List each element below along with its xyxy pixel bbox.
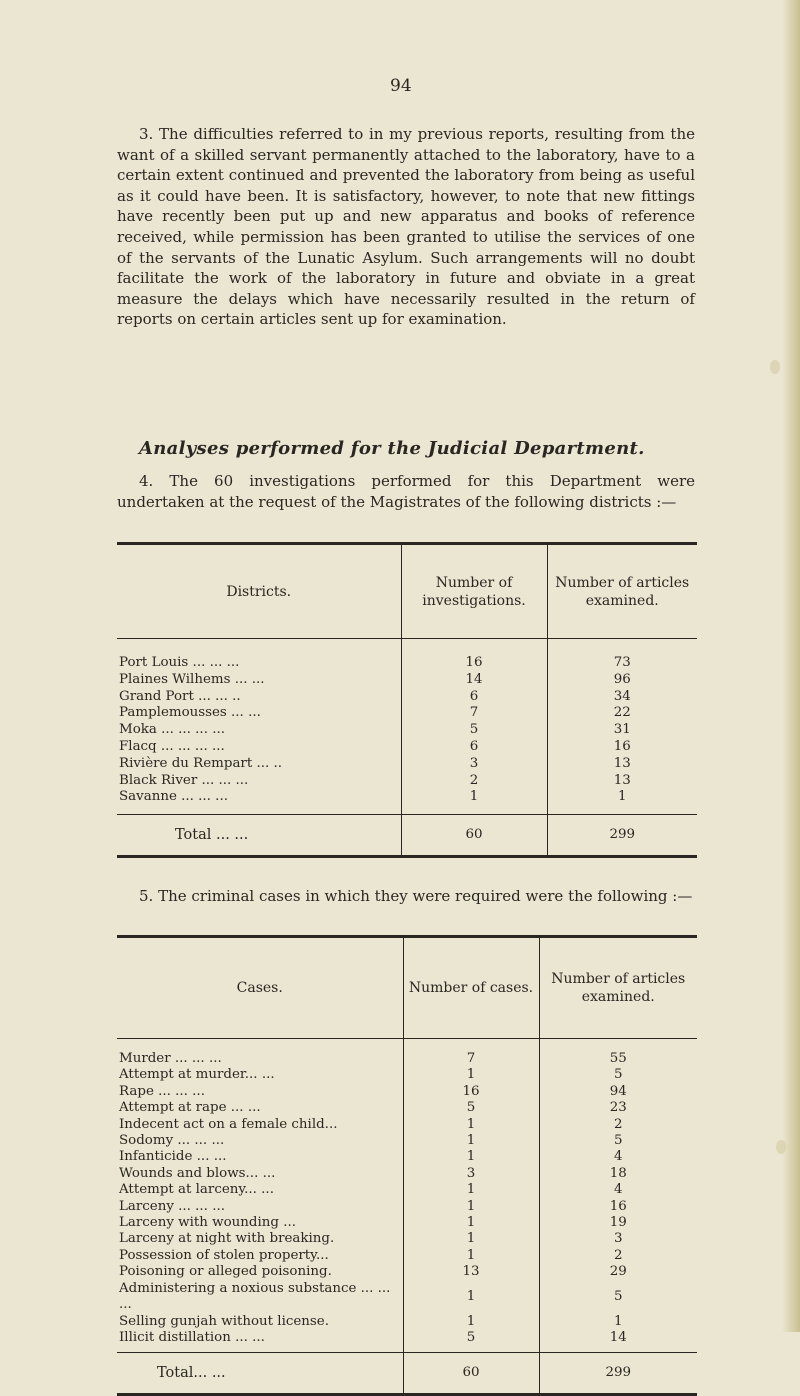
case-row [117,1067,697,1083]
header-articles: Number of articles examined. [547,544,697,639]
case-row [117,1084,697,1100]
cases-count: 5 [403,1100,539,1116]
articles-count: 5 [613,1133,623,1149]
case-row-label: Larceny with wounding ... [119,1215,297,1231]
cases-count: 1 [403,1067,539,1083]
investigations-count: 5 [401,722,547,739]
district-row [117,639,697,672]
articles-count: 55 [609,1051,627,1066]
articles-count: 14 [609,1329,627,1345]
district-row [117,773,697,790]
articles-count: 2 [613,1116,623,1132]
articles-count: 1 [617,789,627,805]
cases-table [117,935,697,1396]
section-heading: Analyses performed for the Judicial Department. [139,438,645,459]
cases-count: 3 [403,1166,539,1182]
district-row-label: Moka ... ... ... ... [119,722,225,738]
case-row-label: Indecent act on a female child... [119,1116,338,1132]
case-row [117,1117,697,1133]
total-investigations: 60 [401,815,547,857]
cases-count: 16 [403,1084,539,1100]
district-row [117,722,697,739]
case-row-label: Rape ... ... ... [119,1083,205,1099]
total-row [117,1353,697,1395]
cases-count: 1 [403,1215,539,1231]
district-row [117,756,697,773]
district-row-label: Black River ... ... ... [119,772,249,788]
district-row [117,689,697,706]
case-row-label: Wounds and blows... ... [119,1165,276,1181]
case-row-label: Sodomy ... ... ... [119,1133,225,1149]
articles-count: 29 [609,1264,627,1280]
articles-count: 16 [613,738,631,754]
paragraph-4: 4. The 60 investigations performed for this Department were undertaken at the request of the Magistrates of the following districts :— [117,472,695,511]
articles-count: 96 [613,671,631,687]
investigations-count: 6 [401,739,547,756]
case-row [117,1231,697,1247]
paragraph-3: 3. The difficulties referred to in my previous reports, resulting from the want of a skilled servant permanently attached to the laboratory, have to a certain extent continued and prevented the laboratory from being as useful as it could have been. It is satisfactory, however, to note that new fittings have recently been put up and new apparatus and books of reference received, while permission has been granted to utilise the services of one of the servants of the Lunatic Asylum. Such arrangements will no doubt facilitate the work of the laboratory in future and obviate in a great measure the delays which have necessarily resulted in the return of reports on certain articles sent up for examination. [117,125,695,329]
total-articles: 299 [539,1353,697,1395]
case-row [117,1149,697,1165]
districts-table-body [117,639,697,815]
case-row-label: Possession of stolen property... [119,1247,329,1263]
case-row [117,1264,697,1280]
articles-count: 34 [613,688,631,704]
district-row-label: Grand Port ... ... .. [119,688,241,704]
articles-count: 2 [613,1247,623,1263]
paper-stain [776,1140,786,1154]
case-row [117,1330,697,1353]
articles-count: 19 [609,1215,627,1231]
investigations-count: 2 [401,773,547,790]
cases-count: 1 [403,1281,539,1314]
cases-count: 7 [403,1039,539,1068]
articles-count: 23 [609,1100,627,1116]
districts-table [117,542,697,858]
articles-count: 13 [613,772,631,788]
case-row [117,1166,697,1182]
articles-count: 31 [613,722,631,738]
cases-count: 1 [403,1199,539,1215]
cases-count: 13 [403,1264,539,1280]
articles-count: 5 [613,1067,623,1083]
total-cases: 60 [403,1353,539,1395]
cases-count: 1 [403,1149,539,1165]
table-header-row [117,544,697,639]
district-row-label: Plaines Wilhems ... ... [119,671,265,687]
header-districts: Districts. [117,544,401,639]
case-row-label: Larceny at night with breaking. [119,1231,335,1247]
district-row [117,789,697,814]
investigations-count: 14 [401,672,547,689]
case-row-label: Selling gunjah without license. [119,1313,329,1329]
case-row-label: Administering a noxious substance ... ... ... [119,1280,391,1313]
case-row-label: Larceny ... ... ... [119,1198,225,1214]
investigations-count: 7 [401,705,547,722]
cases-count: 1 [403,1133,539,1149]
investigations-count: 3 [401,756,547,773]
investigations-count: 1 [401,789,547,814]
investigations-count: 16 [401,639,547,672]
header-articles: Number of articles examined. [539,937,697,1039]
articles-count: 1 [613,1313,623,1329]
case-row-label: Attempt at murder... ... [119,1067,275,1083]
header-cases-count: Number of cases. [403,937,539,1039]
case-row [117,1182,697,1198]
case-row-label: Attempt at rape ... ... [119,1100,261,1116]
articles-count: 16 [609,1198,627,1214]
cases-count: 1 [403,1182,539,1198]
paper-stain [770,360,780,374]
articles-count: 94 [609,1083,627,1099]
cases-count: 5 [403,1330,539,1353]
district-row [117,739,697,756]
cases-count: 1 [403,1248,539,1264]
header-investigations: Number of investigations. [401,544,547,639]
articles-count: 4 [613,1149,623,1165]
paragraph-5: 5. The criminal cases in which they were required were the following :— [139,887,693,905]
district-row-label: Port Louis ... ... ... [119,655,240,670]
cases-count: 1 [403,1231,539,1247]
articles-count: 3 [613,1231,623,1247]
case-row-label: Attempt at larceny... ... [119,1182,274,1198]
cases-count: 1 [403,1117,539,1133]
district-row-label: Pamplemousses ... ... [119,705,261,721]
investigations-count: 6 [401,689,547,706]
articles-count: 5 [613,1288,623,1304]
district-row-label: Savanne ... ... ... [119,789,228,805]
district-row [117,672,697,689]
articles-count: 22 [613,705,631,721]
case-row [117,1281,697,1314]
page-edge-shadow [782,0,800,1332]
case-row [117,1314,697,1330]
header-cases: Cases. [117,937,403,1039]
case-row [117,1100,697,1116]
cases-table-body [117,1039,697,1353]
cases-count: 1 [403,1314,539,1330]
case-row-label: Murder ... ... ... [119,1051,222,1066]
case-row [117,1215,697,1231]
total-row [117,815,697,857]
articles-count: 18 [609,1165,627,1181]
total-articles: 299 [547,815,697,857]
articles-count: 4 [613,1182,623,1198]
case-row [117,1039,697,1068]
case-row [117,1248,697,1264]
total-label: Total ... ... [117,815,401,857]
case-row-label: Infanticide ... ... [119,1149,227,1165]
total-label: Total... ... [117,1353,403,1395]
articles-count: 73 [613,655,631,670]
case-row [117,1133,697,1149]
case-row [117,1199,697,1215]
case-row-label: Poisoning or alleged poisoning. [119,1264,332,1280]
district-row-label: Rivière du Rempart ... .. [119,755,283,771]
table-header-row [117,937,697,1039]
articles-count: 13 [613,755,631,771]
district-row-label: Flacq ... ... ... ... [119,738,225,754]
page-number: 94 [390,76,412,96]
case-row-label: Illicit distillation ... ... [119,1329,265,1345]
district-row [117,705,697,722]
